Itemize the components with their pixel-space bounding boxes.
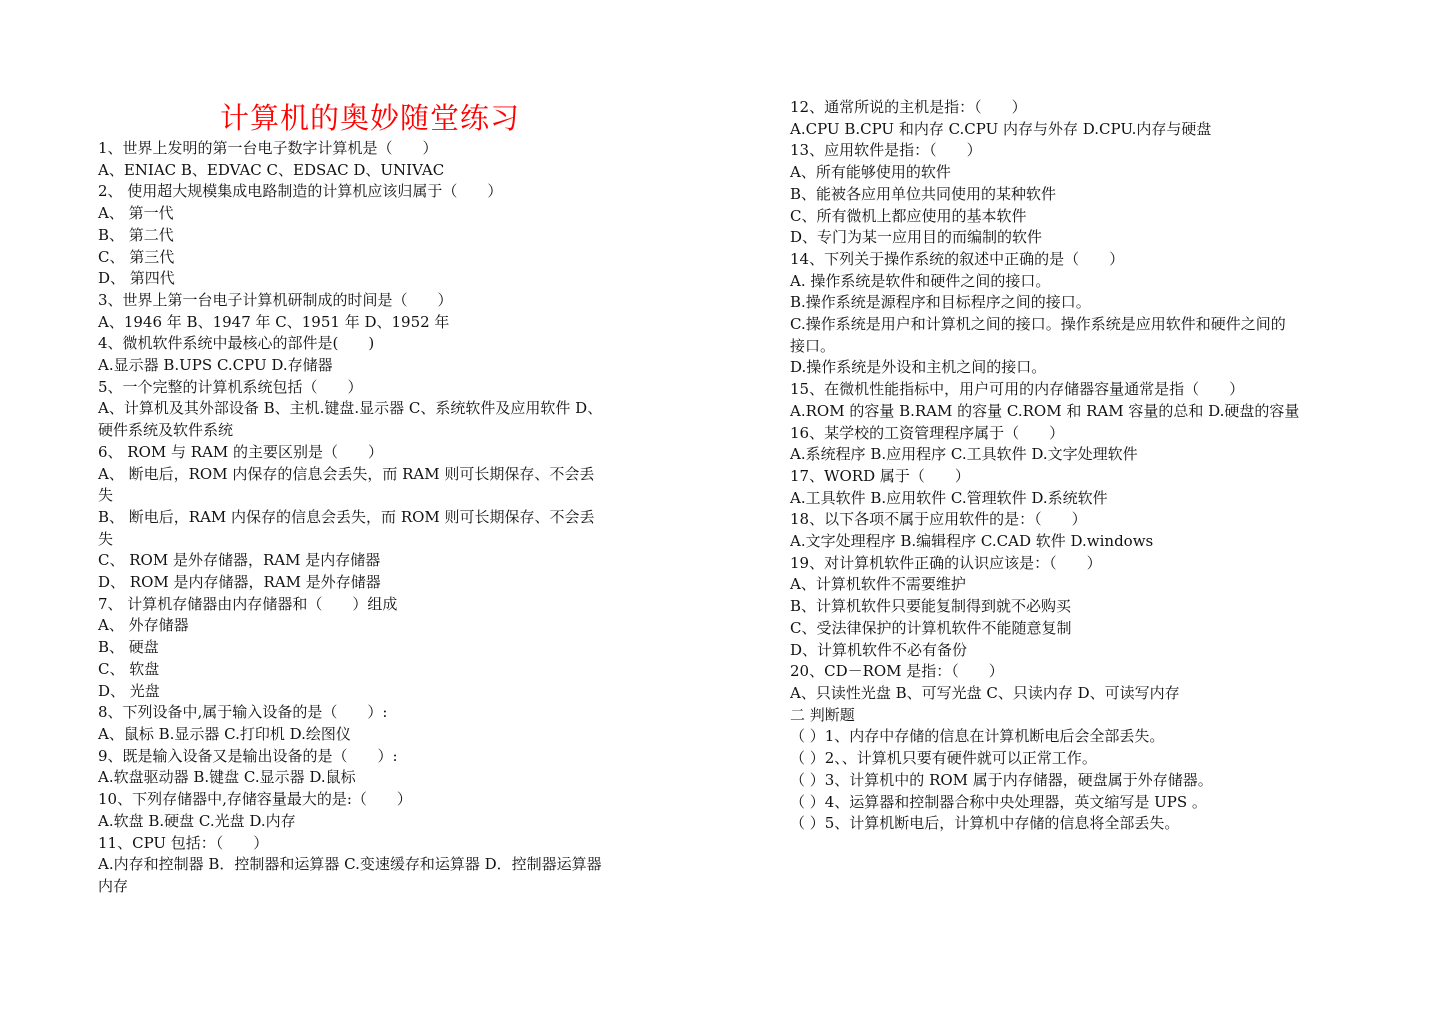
text-line: C、 第三代 [98, 247, 175, 266]
text-line: （ ）4、运算器和控制器合称中央处理器，英文缩写是 UPS 。 [790, 792, 1207, 811]
text-line: 18、以下各项不属于应用软件的是：（ ） [790, 510, 1087, 529]
text-line: A.显示器 B.UPS C.CPU D.存储器 [98, 356, 333, 375]
text-line: C、 ROM 是外存储器，RAM 是内存储器 [98, 551, 381, 570]
text-line: D、 ROM 是内存储器，RAM 是外存储器 [98, 573, 381, 592]
text-line: 12、通常所说的主机是指：（ ） [790, 98, 1027, 116]
text-line: 4、微机软件系统中最核心的部件是( ) [98, 334, 375, 353]
text-line: C、 软盘 [98, 659, 160, 678]
text-line: A.软盘驱动器 B.键盘 C.显示器 D.鼠标 [98, 768, 356, 787]
text-line: A、所有能够使用的软件 [790, 163, 951, 182]
text-line: D、 光盘 [98, 681, 160, 700]
text-line: 10、下列存储器中,存储容量最大的是:（ ） [98, 790, 412, 809]
text-line: B.操作系统是源程序和目标程序之间的接口。 [790, 293, 1091, 312]
text-line: 二 判断题 [790, 705, 855, 724]
text-line: 8、下列设备中,属于输入设备的是（ ）: [98, 703, 388, 722]
text-line: 9、既是输入设备又是输出设备的是（ ）: [98, 746, 398, 765]
right-column [790, 97, 1350, 835]
text-line: A.CPU B.CPU 和内存 C.CPU 内存与外存 D.CPU.内存与硬盘 [790, 119, 1212, 138]
text-line: A、鼠标 B.显示器 C.打印机 D.绘图仪 [98, 724, 351, 743]
text-line: 硬件系统及软件系统 [98, 421, 234, 440]
text-line: A.ROM 的容量 B.RAM 的容量 C.ROM 和 RAM 容量的总和 D.硬盘的容量 [790, 401, 1300, 420]
text-line: B、 第二代 [98, 225, 174, 244]
text-line: 15、在微机性能指标中，用户可用的内存储器容量通常是指（ ） [790, 380, 1245, 399]
text-line: A、计算机软件不需要维护 [790, 575, 966, 594]
text-line: D、 第四代 [98, 269, 175, 288]
text-line: （ ）5、计算机断电后，计算机中存储的信息将全部丢失。 [790, 814, 1180, 833]
text-line: B、 断电后，RAM 内保存的信息会丢失，而 ROM 则可长期保存、不会丢 [98, 507, 595, 526]
text-line: 11、CPU 包括：（ ） [98, 833, 269, 852]
text-line: 失 [98, 486, 114, 505]
text-line: A、ENIAC B、EDVAC C、EDSAC D、UNIVAC [98, 160, 445, 179]
text-line: A.内存和控制器 B．控制器和运算器 C.变速缓存和运算器 D．控制器运算器 [98, 855, 602, 874]
text-line: （ ）2、、计算机只要有硬件就可以正常工作。 [790, 749, 1097, 768]
text-line: A.工具软件 B.应用软件 C.管理软件 D.系统软件 [790, 488, 1108, 507]
text-line: 6、 ROM 与 RAM 的主要区别是（ ） [98, 442, 384, 461]
text-line: 3、世界上第一台电子计算机研制成的时间是（ ） [98, 290, 453, 309]
text-line: （ ）1、内存中存储的信息在计算机断电后会全部丢失。 [790, 727, 1165, 746]
text-line: 17、WORD 属于（ ） [790, 466, 970, 485]
text-line: 19、对计算机软件正确的认识应该是：（ ） [790, 553, 1102, 572]
text-line: A、只读性光盘 B、可写光盘 C、只读内存 D、可读写内存 [790, 683, 1180, 702]
text-line: 失 [98, 529, 114, 548]
text-line: A、计算机及其外部设备 B、主机.键盘.显示器 C、系统软件及应用软件 D、 [98, 399, 603, 418]
text-line: A、1946 年 B、1947 年 C、1951 年 D、1952 年 [98, 312, 450, 331]
text-line: D.操作系统是外设和主机之间的接口。 [790, 358, 1047, 377]
text-line: 16、某学校的工资管理程序属于（ ） [790, 423, 1065, 442]
page-title: 计算机的奥妙随堂练习 [219, 101, 520, 135]
text-line: 接口。 [790, 336, 836, 355]
text-line: A、 断电后，ROM 内保存的信息会丢失，而 RAM 则可长期保存、不会丢 [98, 464, 595, 483]
text-line: A、 外存储器 [98, 616, 189, 635]
text-line: 14、下列关于操作系统的叙述中正确的是（ ） [790, 249, 1125, 268]
text-line: A、 第一代 [98, 204, 174, 223]
text-line: 1、世界上发明的第一台电子数字计算机是（ ） [98, 139, 438, 157]
text-line: 20、CD－ROM 是指：（ ） [790, 662, 1004, 681]
left-column [98, 138, 658, 898]
text-line: A. 操作系统是软件和硬件之间的接口。 [790, 271, 1051, 290]
text-line: （ ）3、计算机中的 ROM 属于内存储器，硬盘属于外存储器。 [790, 770, 1213, 789]
text-line: 2、 使用超大规模集成电路制造的计算机应该归属于（ ） [98, 182, 503, 201]
text-line: 7、 计算机存储器由内存储器和（ ）组成 [98, 594, 398, 613]
text-line: C.操作系统是用户和计算机之间的接口。操作系统是应用软件和硬件之间的 [790, 315, 1286, 334]
text-line: A.软盘 B.硬盘 C.光盘 D.内存 [98, 811, 296, 830]
text-line: A.文字处理程序 B.编辑程序 C.CAD 软件 D.windows [790, 532, 1154, 551]
text-line: A.系统程序 B.应用程序 C.工具软件 D.文字处理软件 [790, 445, 1138, 464]
text-line: 5、一个完整的计算机系统包括（ ） [98, 377, 363, 396]
text-line: D、计算机软件不必有备份 [790, 640, 968, 659]
text-line: D、专门为某一应用目的而编制的软件 [790, 228, 1043, 247]
text-line: B、 硬盘 [98, 638, 159, 657]
text-line: C、所有微机上都应使用的基本软件 [790, 206, 1027, 225]
text-line: C、受法律保护的计算机软件不能随意复制 [790, 618, 1072, 637]
text-line: B、计算机软件只要能复制得到就不必购买 [790, 597, 1072, 616]
text-line: 内存 [98, 876, 129, 895]
text-line: B、能被各应用单位共同使用的某种软件 [790, 184, 1057, 203]
text-line: 13、应用软件是指：（ ） [790, 141, 982, 160]
